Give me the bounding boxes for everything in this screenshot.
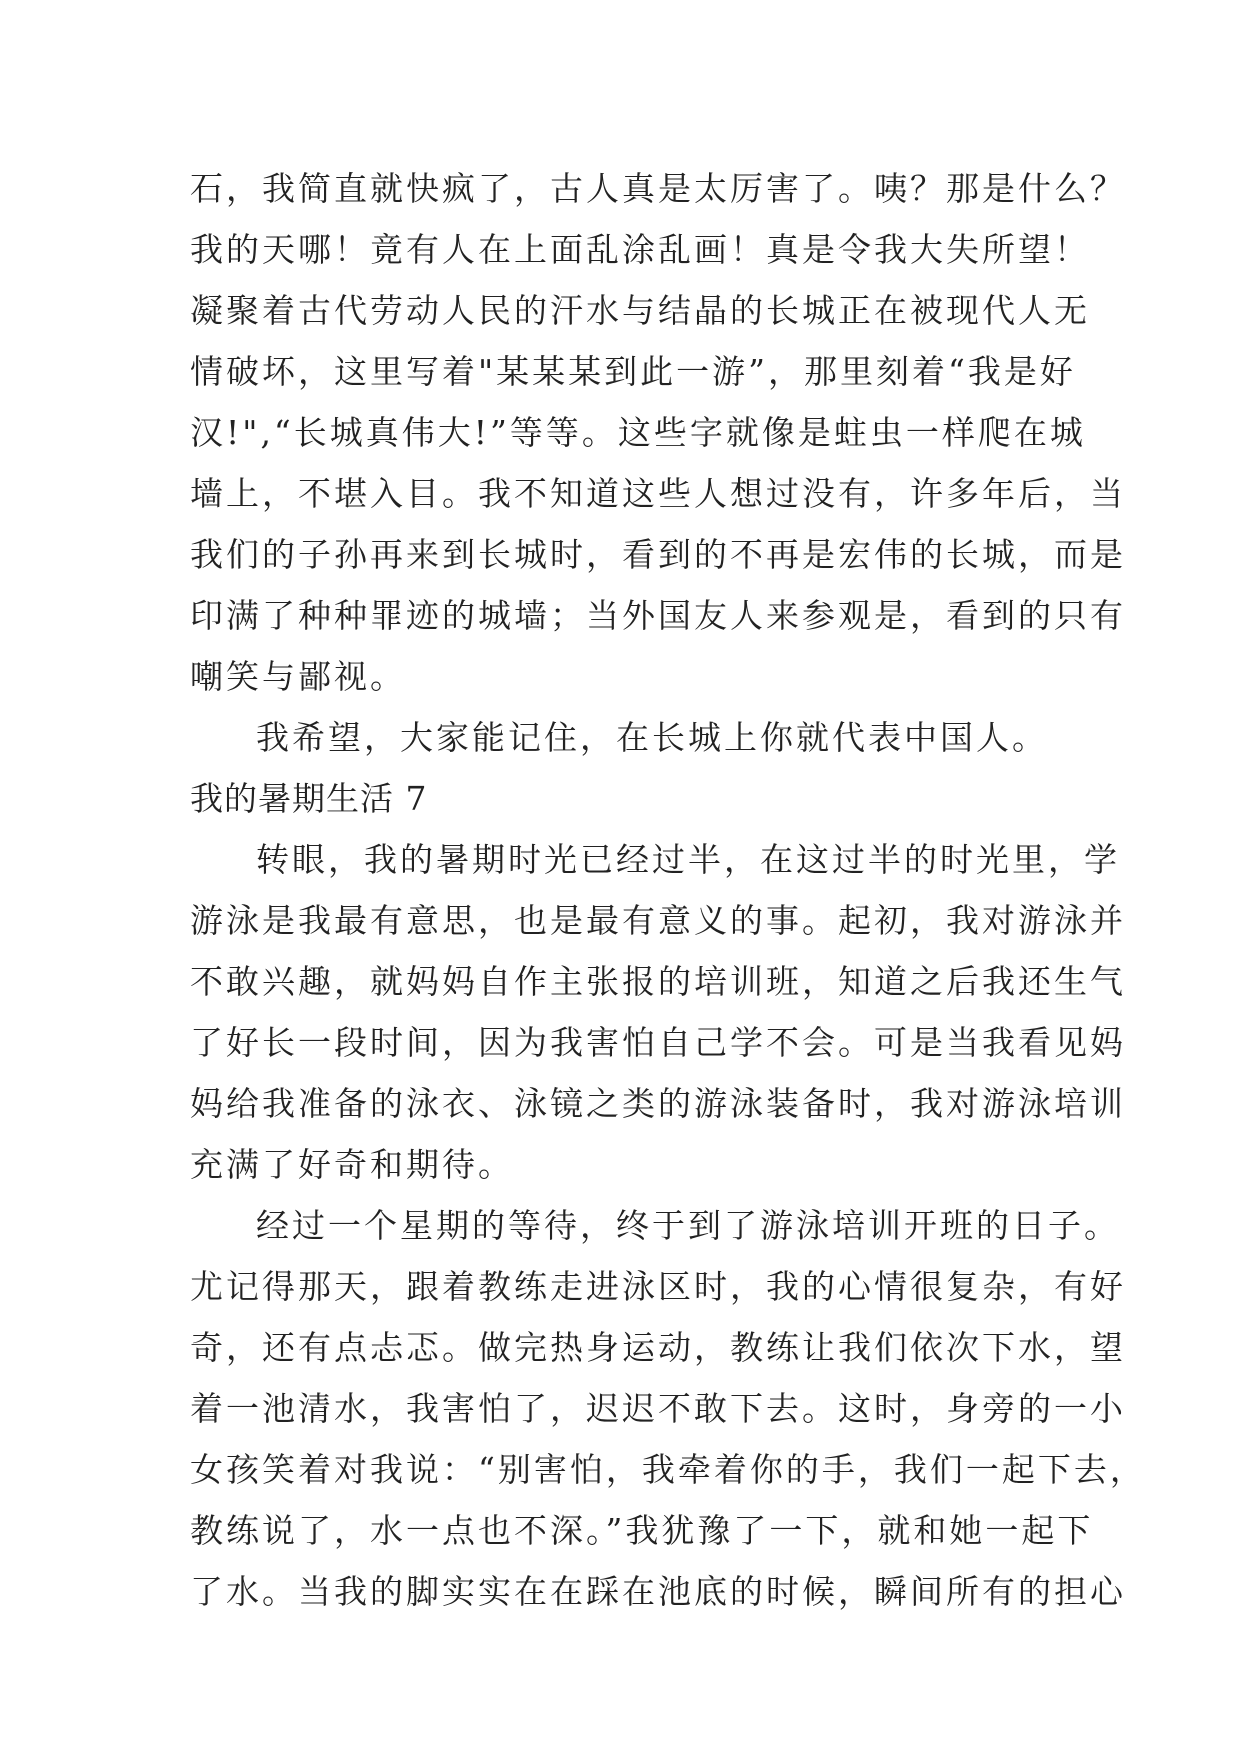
paragraph-first-line: 转眼，我的暑期时光已经过半，在这过半的时光里，学: [256, 840, 1120, 879]
text-line: 印满了种种罪迹的城墙；当外国友人来参观是，看到的只有: [190, 596, 1126, 635]
text-line: 游泳是我最有意思，也是最有意义的事。起初，我对游泳并: [190, 901, 1126, 940]
text-line: 充满了好奇和期待。: [190, 1145, 514, 1184]
text-line: 尤记得那天，跟着教练走进泳区时，我的心情很复杂，有好: [190, 1267, 1126, 1306]
text-line: 奇，还有点忐忑。做完热身运动，教练让我们依次下水，望: [190, 1328, 1126, 1367]
text-line: 教练说了，水一点也不深。”我犹豫了一下，就和她一起下: [190, 1511, 1094, 1550]
text-line: 情破坏，这里写着"某某某到此一游”，那里刻着“我是好: [190, 352, 1076, 391]
text-line: 汉!",“长城真伟大!”等等。这些字就像是蛀虫一样爬在城: [190, 413, 1086, 452]
text-line: 嘲笑与鄙视。: [190, 657, 406, 696]
text-line: 了水。当我的脚实实在在踩在池底的时候，瞬间所有的担心: [190, 1572, 1126, 1611]
text-line: 了好长一段时间，因为我害怕自己学不会。可是当我看见妈: [190, 1023, 1126, 1062]
document-body: [190, 158, 1146, 1622]
text-line: 着一池清水，我害怕了，迟迟不敢下去。这时，身旁的一小: [190, 1389, 1126, 1428]
text-line: 凝聚着古代劳动人民的汗水与结晶的长城正在被现代人无: [190, 291, 1090, 330]
text-line: 我的天哪！竟有人在上面乱涂乱画！真是令我大失所望！: [190, 230, 1090, 269]
text-line: 妈给我准备的泳衣、泳镜之类的游泳装备时，我对游泳培训: [190, 1084, 1126, 1123]
text-line: 女孩笑着对我说：“别害怕，我牵着你的手，我们一起下去，: [190, 1450, 1146, 1489]
paragraph-first-line: 经过一个星期的等待，终于到了游泳培训开班的日子。: [256, 1206, 1120, 1245]
section-heading: 我的暑期生活 7: [190, 779, 428, 818]
text-line: 墙上，不堪入目。我不知道这些人想过没有，许多年后，当: [190, 474, 1126, 513]
text-line: 我们的子孙再来到长城时，看到的不再是宏伟的长城，而是: [190, 535, 1126, 574]
text-line: 不敢兴趣，就妈妈自作主张报的培训班，知道之后我还生气: [190, 962, 1126, 1001]
text-line: 石，我简直就快疯了，古人真是太厉害了。咦？那是什么？: [190, 169, 1126, 208]
paragraph-first-line: 我希望，大家能记住，在长城上你就代表中国人。: [256, 718, 1048, 757]
